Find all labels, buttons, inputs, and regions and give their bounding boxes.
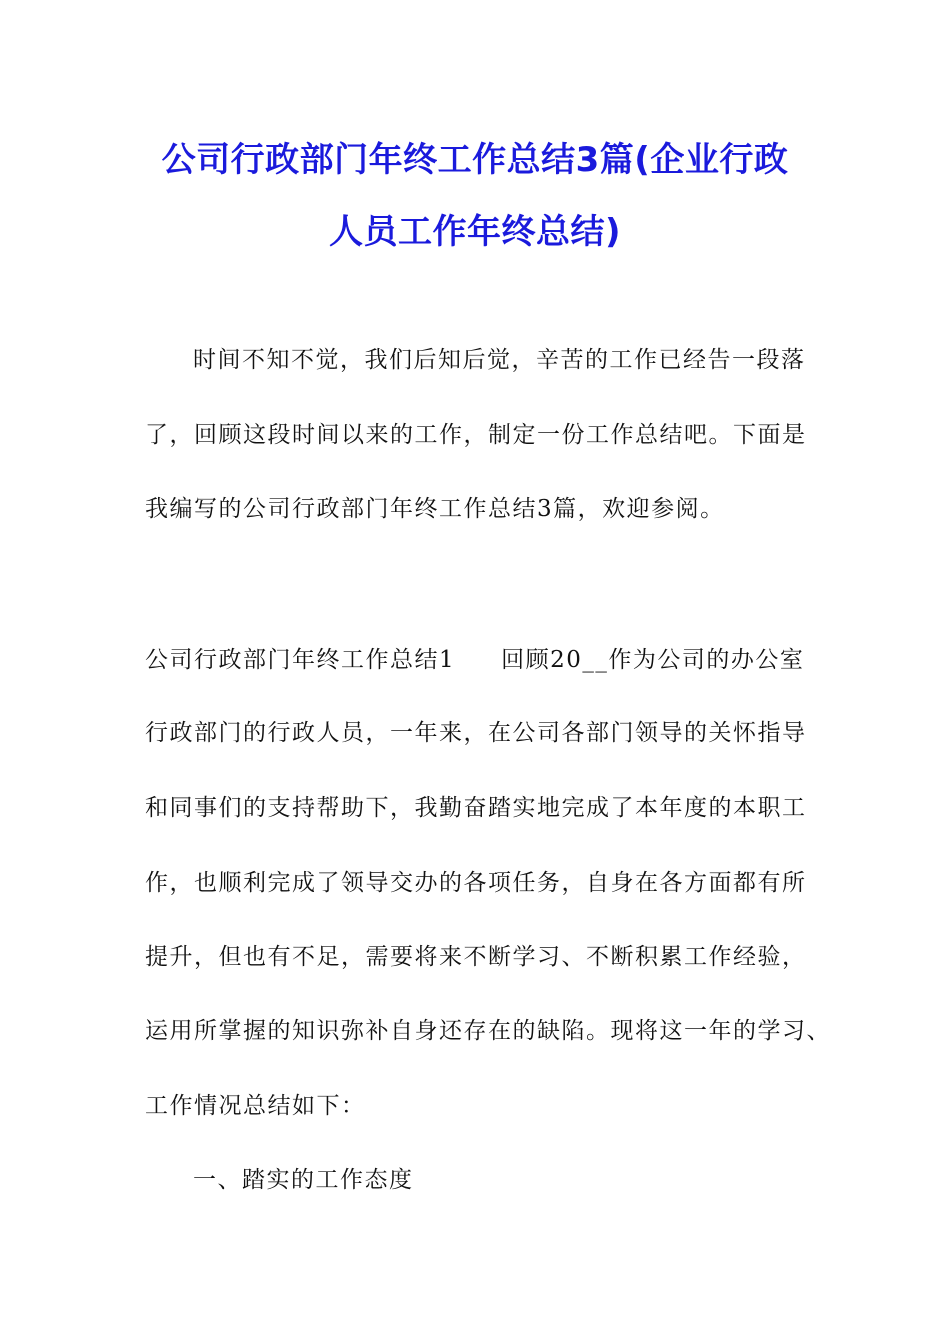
section-line-4: 作，也顺利完成了领导交办的各项任务，自身在各方面都有所 xyxy=(145,870,807,896)
section-first-line-text: 回顾20__作为公司的办公室 xyxy=(501,647,805,673)
intro-line-3: 我编写的公司行政部门年终工作总结3篇，欢迎参阅。 xyxy=(145,496,725,522)
document-title-line-2: 人员工作年终总结) xyxy=(328,212,622,252)
section-first-line xyxy=(145,645,804,675)
section-line-6: 运用所掌握的知识弥补自身还存在的缺陷。现将这一年的学习、 xyxy=(145,1018,831,1044)
intro-line-1: 时间不知不觉，我们后知后觉，辛苦的工作已经告一段落 xyxy=(193,347,806,373)
document-title-line-1: 公司行政部门年终工作总结3篇(企业行政 xyxy=(161,140,789,180)
section-line-5: 提升，但也有不足，需要将来不断学习、不断积累工作经验， xyxy=(145,944,807,970)
section-heading: 公司行政部门年终工作总结1 xyxy=(145,647,456,673)
section-line-2: 行政部门的行政人员，一年来，在公司各部门领导的关怀指导 xyxy=(145,720,807,746)
subheading-1: 一、踏实的工作态度 xyxy=(193,1167,414,1193)
section-line-3: 和同事们的支持帮助下，我勤奋踏实地完成了本年度的本职工 xyxy=(145,795,807,821)
intro-line-2: 了，回顾这段时间以来的工作，制定一份工作总结吧。下面是 xyxy=(145,422,807,448)
section-line-7: 工作情况总结如下： xyxy=(145,1093,366,1119)
